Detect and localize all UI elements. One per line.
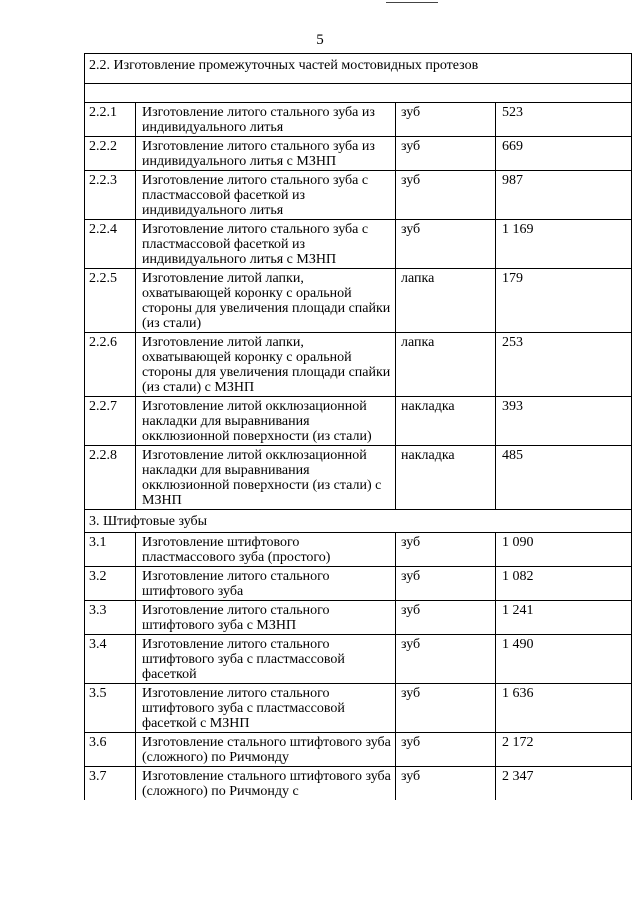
cell-price: 2 347	[496, 767, 632, 801]
cell-code: 2.2.3	[85, 171, 136, 220]
cell-price: 1 241	[496, 601, 632, 635]
cell-price: 1 169	[496, 220, 632, 269]
cell-name: Изготовление стального штифтового зуба (сложного) по Ричмонду с	[136, 767, 396, 801]
cell-name: Изготовление литой окклюзационной накладки для выравнивания окклюзионной поверхности (из стали) с МЗНП	[136, 446, 396, 510]
cell-name: Изготовление литого стального зуба из индивидуального литья	[136, 103, 396, 137]
cell-code: 2.2.7	[85, 397, 136, 446]
cell-code: 3.1	[85, 533, 136, 567]
cell-name: Изготовление литой окклюзационной накладки для выравнивания окклюзионной поверхности (из стали)	[136, 397, 396, 446]
section-header-row	[85, 54, 632, 84]
cell-code: 3.6	[85, 733, 136, 767]
section-title: 2.2. Изготовление промежуточных частей мостовидных протезов	[85, 54, 632, 84]
cell-price: 485	[496, 446, 632, 510]
cell-name: Изготовление литого стального штифтового зуба с пластмассовой фасеткой	[136, 635, 396, 684]
cell-code: 2.2.5	[85, 269, 136, 333]
table-row	[85, 397, 632, 446]
cell-name: Изготовление штифтового пластмассового зуба (простого)	[136, 533, 396, 567]
cell-code: 3.2	[85, 567, 136, 601]
cell-price: 523	[496, 103, 632, 137]
cell-name: Изготовление литого стального штифтового зуба	[136, 567, 396, 601]
cell-price: 1 636	[496, 684, 632, 733]
section-header-row	[85, 510, 632, 533]
price-table	[84, 53, 632, 800]
cell-name: Изготовление литого стального зуба с пластмассовой фасеткой из индивидуального литья	[136, 171, 396, 220]
cell-unit: зуб	[396, 733, 496, 767]
header-rule	[386, 2, 438, 3]
cell-name: Изготовление литой лапки, охватывающей коронку с оральной стороны для увеличения площади спайки (из стали)	[136, 269, 396, 333]
cell-price: 669	[496, 137, 632, 171]
cell-name: Изготовление стального штифтового зуба (сложного) по Ричмонду	[136, 733, 396, 767]
cell-price: 179	[496, 269, 632, 333]
cell-code: 3.7	[85, 767, 136, 801]
table-row	[85, 635, 632, 684]
cell-price: 253	[496, 333, 632, 397]
cell-code: 3.4	[85, 635, 136, 684]
table-row	[85, 446, 632, 510]
cell-price: 1 082	[496, 567, 632, 601]
table-row	[85, 533, 632, 567]
cell-price: 393	[496, 397, 632, 446]
table-row	[85, 767, 632, 801]
spacer-cell	[85, 84, 632, 103]
cell-code: 2.2.2	[85, 137, 136, 171]
cell-unit: зуб	[396, 171, 496, 220]
cell-unit: зуб	[396, 567, 496, 601]
cell-unit: зуб	[396, 635, 496, 684]
cell-unit: зуб	[396, 533, 496, 567]
cell-name: Изготовление литого стального зуба из индивидуального литья с МЗНП	[136, 137, 396, 171]
table-row	[85, 601, 632, 635]
table-row	[85, 220, 632, 269]
cell-name: Изготовление литого стального штифтового зуба с пластмассовой фасеткой с МЗНП	[136, 684, 396, 733]
cell-unit: лапка	[396, 333, 496, 397]
table-row	[85, 684, 632, 733]
cell-price: 1 490	[496, 635, 632, 684]
cell-unit: зуб	[396, 601, 496, 635]
table-row	[85, 333, 632, 397]
cell-name: Изготовление литого стального штифтового зуба с МЗНП	[136, 601, 396, 635]
cell-unit: зуб	[396, 767, 496, 801]
cell-code: 2.2.8	[85, 446, 136, 510]
cell-code: 2.2.6	[85, 333, 136, 397]
cell-code: 2.2.4	[85, 220, 136, 269]
cell-code: 2.2.1	[85, 103, 136, 137]
cell-code: 3.3	[85, 601, 136, 635]
table-row	[85, 103, 632, 137]
cell-unit: накладка	[396, 397, 496, 446]
section-title: 3. Штифтовые зубы	[85, 510, 632, 533]
cell-unit: лапка	[396, 269, 496, 333]
table-row	[85, 567, 632, 601]
cell-name: Изготовление литой лапки, охватывающей коронку с оральной стороны для увеличения площади спайки (из стали) с МЗНП	[136, 333, 396, 397]
cell-price: 2 172	[496, 733, 632, 767]
spacer-row	[85, 84, 632, 103]
cell-price: 1 090	[496, 533, 632, 567]
page-number: 5	[316, 32, 324, 48]
cell-name: Изготовление литого стального зуба с пластмассовой фасеткой из индивидуального литья с МЗНП	[136, 220, 396, 269]
table-row	[85, 171, 632, 220]
cell-unit: накладка	[396, 446, 496, 510]
table-row	[85, 137, 632, 171]
cell-unit: зуб	[396, 684, 496, 733]
cell-unit: зуб	[396, 137, 496, 171]
cell-unit: зуб	[396, 220, 496, 269]
cell-unit: зуб	[396, 103, 496, 137]
table-row	[85, 269, 632, 333]
cell-price: 987	[496, 171, 632, 220]
cell-code: 3.5	[85, 684, 136, 733]
table-row	[85, 733, 632, 767]
